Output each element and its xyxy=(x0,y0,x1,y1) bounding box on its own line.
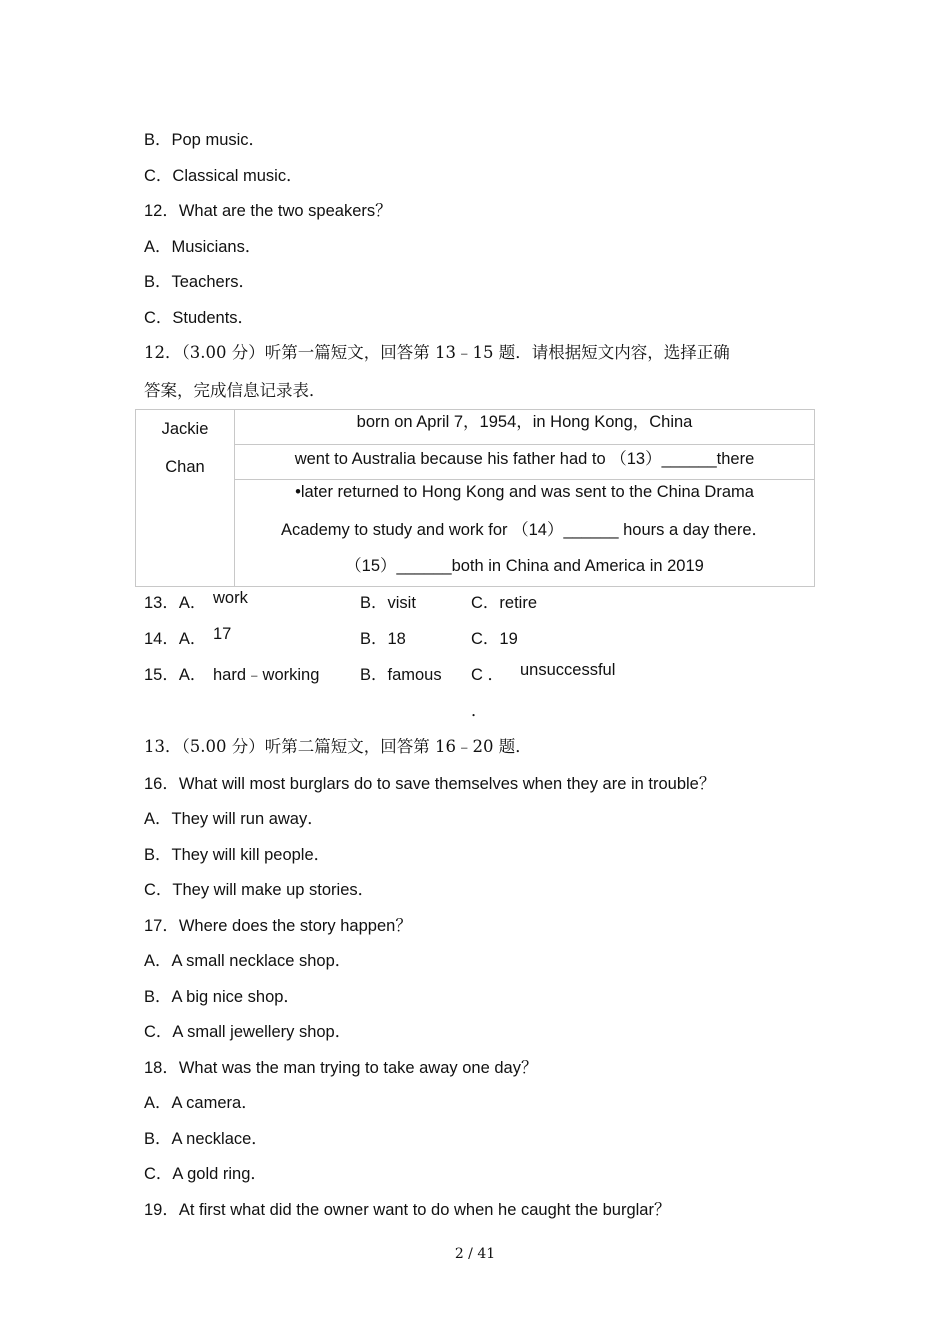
name-last: Chan xyxy=(165,458,205,476)
option-line: B．Teachers． xyxy=(144,273,255,291)
option-line: C．A small jewellery shop． xyxy=(144,1023,352,1041)
option-line: C．Students． xyxy=(144,309,255,327)
option-a: 17 xyxy=(213,625,232,643)
section-header: 12．（3.00 分）听第一篇短文，回答第 13﹣15 题．请根据短文内容，选择正确 xyxy=(144,343,730,362)
option-c-text: unsuccessful xyxy=(520,661,616,679)
name-first: Jackie xyxy=(161,420,209,438)
option-c: C ． xyxy=(471,666,504,684)
option-line: C．A gold ring． xyxy=(144,1165,267,1183)
name-cell xyxy=(136,410,235,587)
option-line: C．They will make up stories． xyxy=(144,881,375,899)
table-row-born: born on April 7，1954，in Hong Kong，China xyxy=(235,410,815,445)
option-num: 13．A． xyxy=(144,594,207,612)
row3-line1: •later returned to Hong Kong and was sent to the China Drama xyxy=(295,483,754,501)
option-line: C．Classical music． xyxy=(144,167,303,185)
row3-line2: Academy to study and work for （14）______ hours a day there． xyxy=(280,521,769,539)
question-line: 12．What are the two speakers？ xyxy=(144,202,392,220)
option-line: A．They will run away． xyxy=(144,810,324,828)
option-num: 14．A． xyxy=(144,630,207,648)
question-line: 18．What was the man trying to take away one day？ xyxy=(144,1059,538,1077)
row3-line3: （15）______both in China and America in 2019 xyxy=(345,557,704,575)
option-c: C．retire xyxy=(471,594,538,612)
option-a: work xyxy=(213,589,248,607)
option-line: B．A necklace． xyxy=(144,1130,268,1148)
option-line: B．They will kill people． xyxy=(144,846,331,864)
question-line: 19．At first what did the owner want to do when he caught the burglar？ xyxy=(144,1201,671,1219)
option-line: A．A camera． xyxy=(144,1094,258,1112)
section-header: 13．（5.00 分）听第二篇短文，回答第 16﹣20 题． xyxy=(144,737,532,756)
option-line: A．Musicians． xyxy=(144,238,262,256)
option-line: B．Pop music． xyxy=(144,131,266,149)
question-line: 17．Where does the story happen？ xyxy=(144,917,412,935)
section-header-cont: 答案，完成信息记录表． xyxy=(144,381,326,400)
option-a: hard﹣working xyxy=(213,666,320,684)
option-b: B．18 xyxy=(360,630,406,648)
option-line: B．A big nice shop． xyxy=(144,988,300,1006)
option-c-tail: ． xyxy=(471,702,488,720)
option-b: B．visit xyxy=(360,594,416,612)
option-c: C．19 xyxy=(471,630,518,648)
question-line: 16．What will most burglars do to save themselves when they are in trouble？ xyxy=(144,775,716,793)
page-number: 2 / 41 xyxy=(454,1246,496,1262)
info-record-table xyxy=(135,409,815,587)
option-num: 15．A． xyxy=(144,666,207,684)
option-b: B．famous xyxy=(360,666,442,684)
table-row-returned xyxy=(235,480,815,587)
option-line: A．A small necklace shop． xyxy=(144,952,352,970)
table-row-australia: went to Australia because his father had to （13）______there xyxy=(235,445,815,480)
